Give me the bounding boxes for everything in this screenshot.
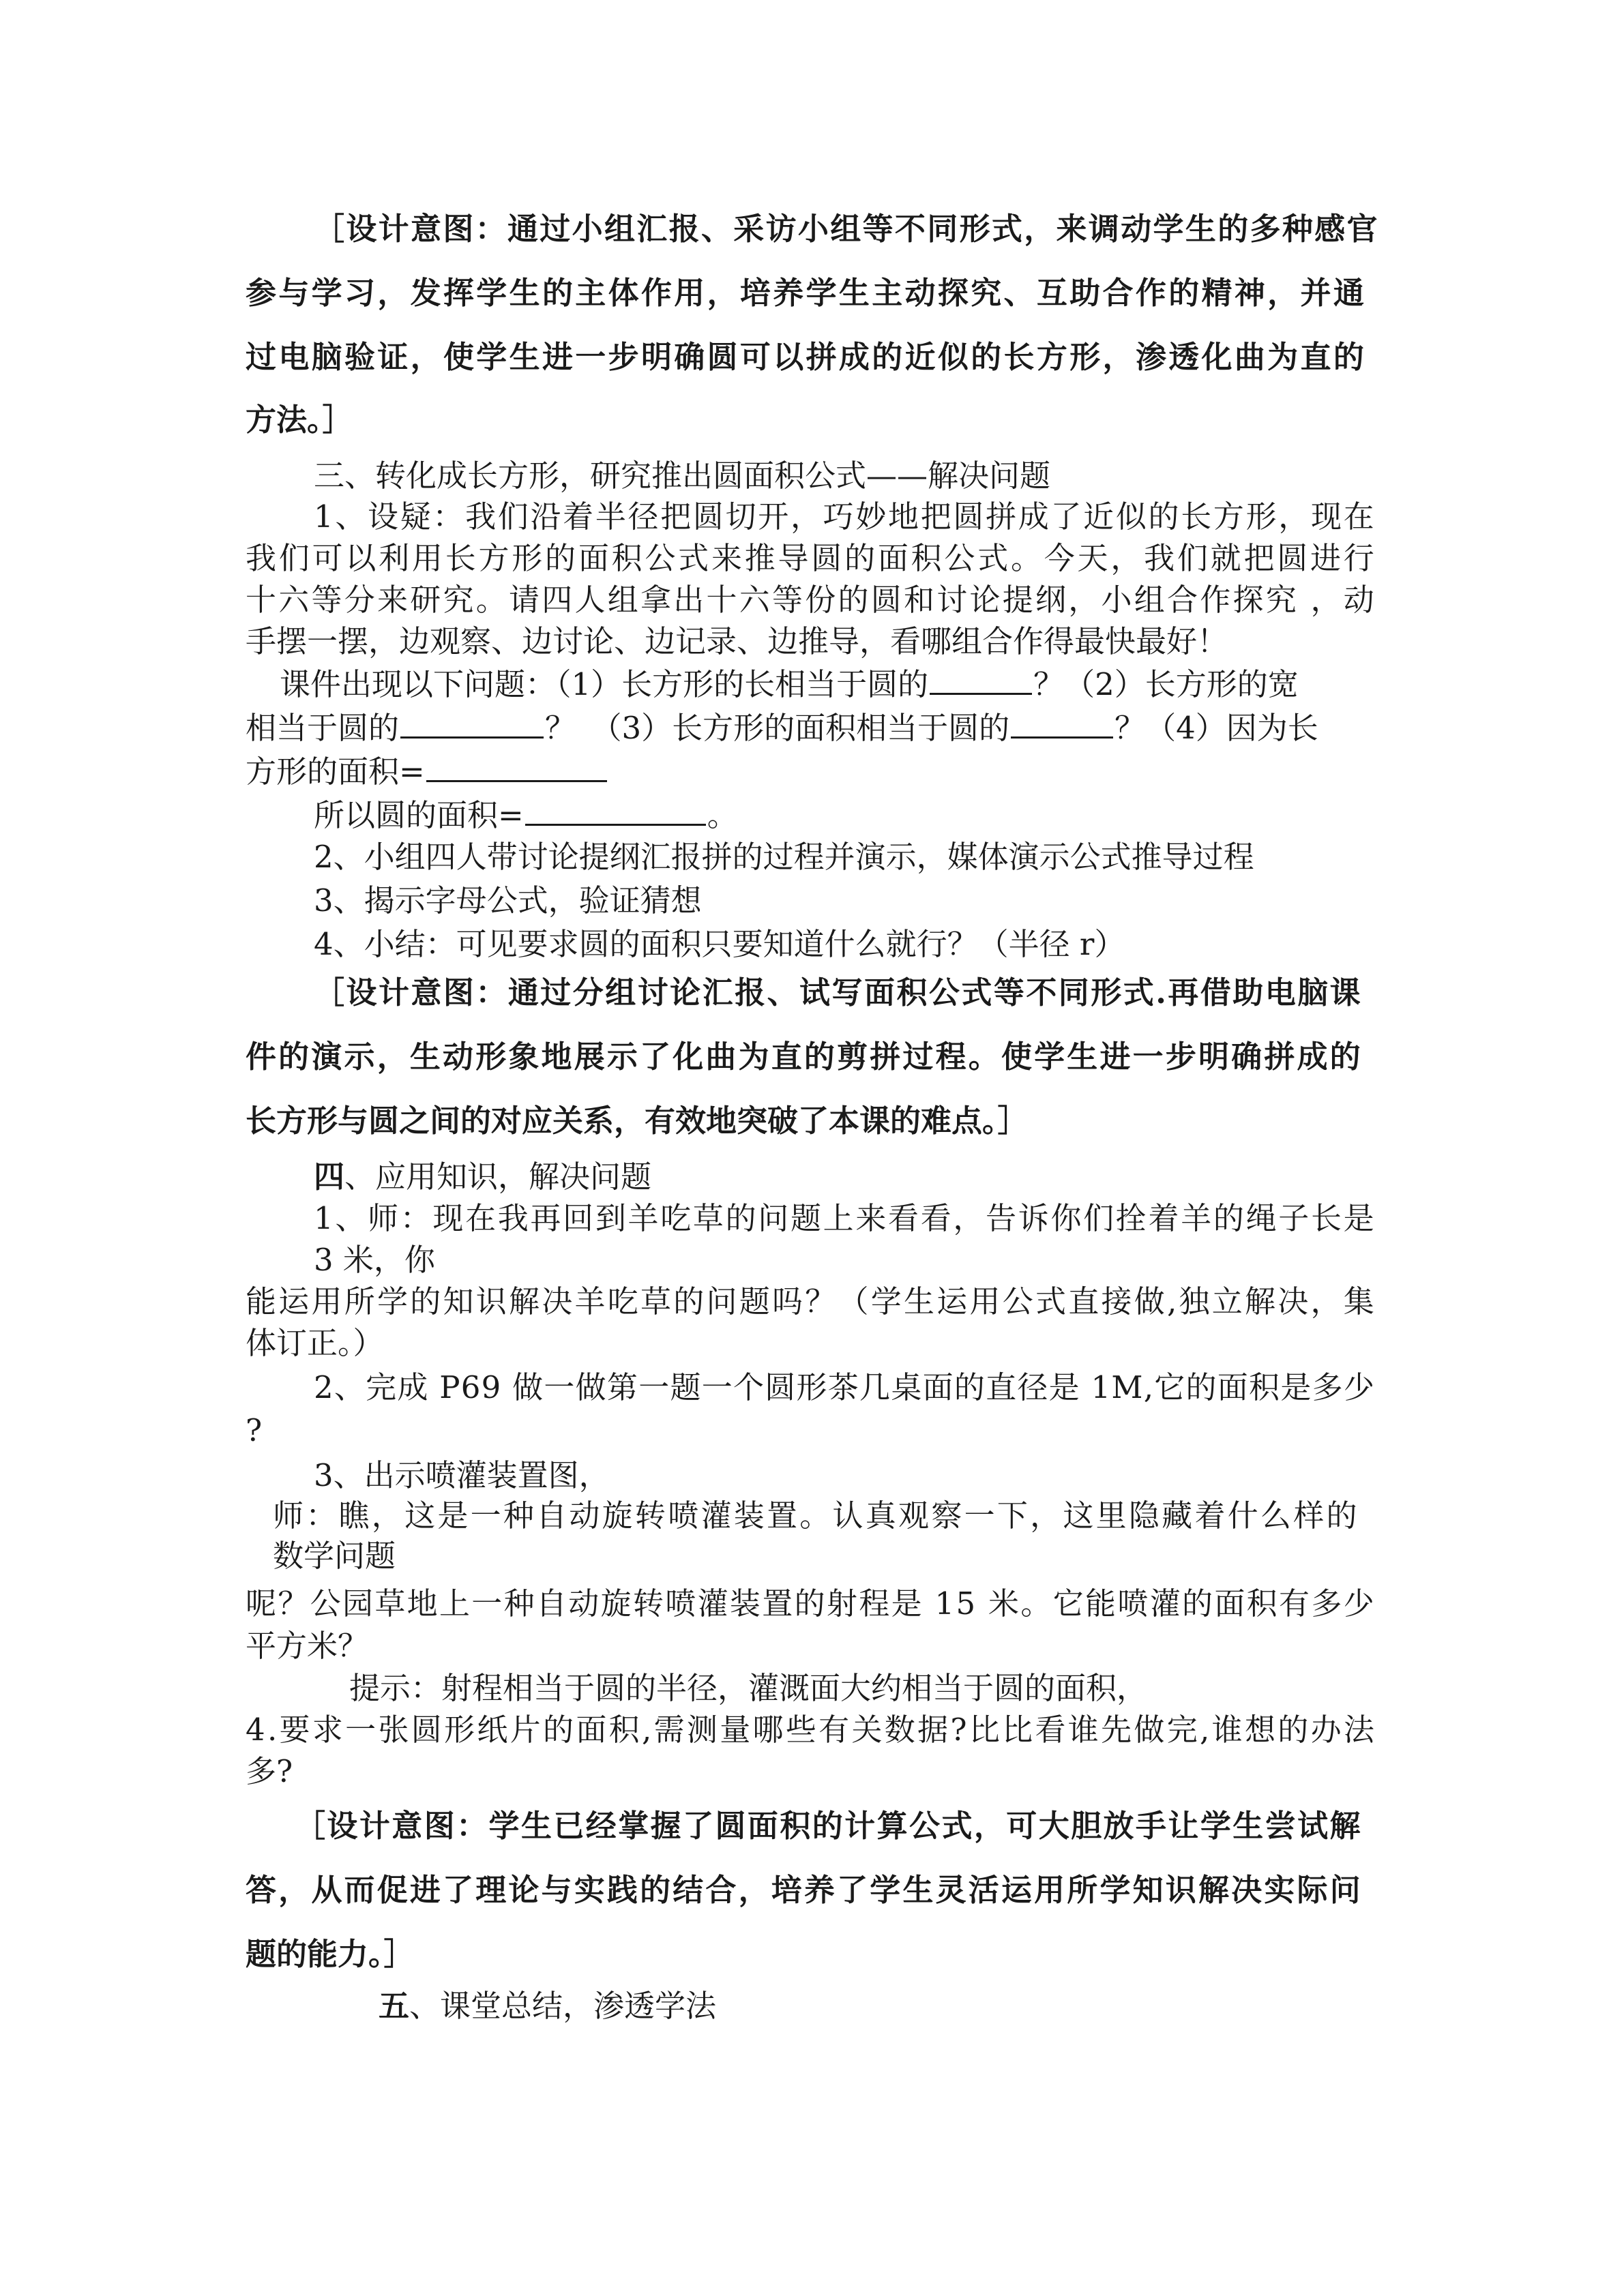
question-line-2 <box>246 706 1318 749</box>
design-intent-2-line-1: ［ 设 计 意 图 ： 通 过 分 组 讨 论 汇 报 、 试 写 面 积 公 式 等 不 同 形 式 . 再 借 助 电 脑 课 <box>314 974 1361 1011</box>
question-2-text: ？（2）长方形的宽 <box>1033 666 1299 702</box>
question-1-text: 课件出现以下问题：（1）长方形的长相当于圆的 <box>280 666 929 702</box>
rect-area-text: 方形的面积= <box>246 754 425 790</box>
section-four-line-7: 3、出示喷灌装置图， <box>314 1457 610 1493</box>
section-four-line-13: 4 . 要 求 一 张 圆 形 纸 片 的 面 积 , 需 测 量 哪 些 有 关 数 据 ? 比 比 看 谁 先 做 完 , 谁 想 的 办 法 <box>246 1712 1374 1748</box>
question-2-cont-text: 相当于圆的 <box>246 710 400 746</box>
section-four-title: 、应用知识，解决问题 <box>344 1159 652 1195</box>
circle-area-text: 所以圆的面积= <box>314 797 524 833</box>
question-4-text: ？（4）因为长 <box>1114 710 1318 746</box>
question-line-3 <box>246 750 608 792</box>
section-five-heading <box>379 1986 716 2027</box>
design-intent-1-line-1: ［ 设 计 意 图 ： 通 过 小 组 汇 报 、 采 访 小 组 等 不 同 形 式 ， 来 调 动 学 生 的 多 种 感 官 <box>314 211 1378 247</box>
section-four-line-8: 师 ： 瞧 ， 这 是 一 种 自 动 旋 转 喷 灌 装 置 。 认 真 观 察 一 下 ， 这 里 隐 藏 着 什 么 样 的 <box>273 1497 1357 1534</box>
section-three-heading: 三、转化成长方形，研究推出圆面积公式——解决问题 <box>314 458 1051 494</box>
section-four-line-3: 能 运 用 所 学 的 知 识 解 决 羊 吃 草 的 问 题 吗 ？ （ 学 生 运 用 公 式 直 接 做 , 独 立 解 决 ， 集 <box>246 1283 1374 1320</box>
section-three-item-2: 2、小组四人带讨论提纲汇报拼的过程并演示，媒体演示公式推导过程 <box>314 839 1254 875</box>
question-line-1 <box>280 663 1299 705</box>
section-four-line-4: 体订正。） <box>246 1325 384 1361</box>
section-four-line-14: 多? <box>246 1753 293 1789</box>
section-four-heading <box>314 1157 651 1197</box>
section-four-line-11: 平方米？ <box>246 1628 369 1664</box>
design-intent-1-line-4: 方法。］ <box>246 402 353 438</box>
section-four-line-2: 3 米，你 <box>314 1242 435 1278</box>
section-three-p1-line-2: 我 们 可 以 利 用 长 方 形 的 面 积 公 式 来 推 导 圆 的 面 积 公 式 。 今 天 ， 我 们 就 把 圆 进 行 <box>246 540 1374 576</box>
design-intent-3-line-1: ［ 设 计 意 图 ： 学 生 已 经 掌 握 了 圆 面 积 的 计 算 公 式 ， 可 大 胆 放 手 让 学 生 尝 试 解 <box>295 1808 1361 1844</box>
answer-blank-4 <box>426 750 607 782</box>
section-five-number: 五 <box>379 1988 410 2024</box>
question-3-text: ？ （3）长方形的面积相当于圆的 <box>545 710 1010 746</box>
design-intent-3-line-3: 题的能力。］ <box>246 1936 415 1972</box>
answer-blank-1 <box>930 663 1032 695</box>
section-four-line-6: ? <box>246 1412 263 1448</box>
design-intent-1-line-2: 参 与 学 习 ， 发 挥 学 生 的 主 体 作 用 ， 培 养 学 生 主 动 探 究 、 互 助 合 作 的 精 神 ， 并 通 <box>246 275 1364 311</box>
section-five-title: 、课堂总结，渗透学法 <box>409 1988 717 2024</box>
design-intent-2-line-2: 件 的 演 示 ， 生 动 形 象 地 展 示 了 化 曲 为 直 的 剪 拼 过 程 。 使 学 生 进 一 步 明 确 拼 成 的 <box>246 1039 1361 1075</box>
design-intent-1-line-3: 过 电 脑 验 证 ， 使 学 生 进 一 步 明 确 圆 可 以 拼 成 的 近 似 的 长 方 形 ， 渗 透 化 曲 为 直 的 <box>246 339 1364 375</box>
section-three-p1-line-4: 手摆一摆，边观察、边讨论、边记录、边推导，看哪组合作得最快最好！ <box>246 623 1228 659</box>
question-line-4 <box>314 794 738 836</box>
answer-blank-5 <box>525 794 706 826</box>
section-three-item-3: 3、揭示字母公式，验证猜想 <box>314 882 702 919</box>
section-four-number: 四 <box>314 1159 345 1195</box>
section-four-line-1: 1 、 师 ： 现 在 我 再 回 到 羊 吃 草 的 问 题 上 来 看 看 ， 告 诉 你 们 拴 着 羊 的 绳 子 长 是 <box>314 1200 1374 1236</box>
section-four-line-10: 呢 ？ 公 园 草 地 上 一 种 自 动 旋 转 喷 灌 装 置 的 射 程 是 1 5 米 。 它 能 喷 灌 的 面 积 有 多 少 <box>246 1585 1374 1622</box>
circle-area-end: 。 <box>707 797 738 833</box>
design-intent-3-line-2: 答 ， 从 而 促 进 了 理 论 与 实 践 的 结 合 ， 培 养 了 学 生 灵 活 运 用 所 学 知 识 解 决 实 际 问 <box>246 1872 1361 1908</box>
section-four-line-5: 2 、 完 成 P 6 9 做 一 做 第 一 题 一 个 圆 形 茶 几 桌 面 的 直 径 是 1 M , 它 的 面 积 是 多 少 <box>314 1369 1374 1405</box>
section-three-p1-line-1: 1 、 设 疑 ： 我 们 沿 着 半 径 把 圆 切 开 ， 巧 妙 地 把 圆 拼 成 了 近 似 的 长 方 形 ， 现 在 <box>314 498 1374 535</box>
section-four-line-9: 数学问题 <box>273 1538 396 1574</box>
answer-blank-2 <box>400 706 544 739</box>
section-three-p1-line-3: 十 六 等 分 来 研 究 。 请 四 人 组 拿 出 十 六 等 份 的 圆 和 讨 论 提 纲 ， 小 组 合 作 探 究 ， 动 <box>246 582 1374 618</box>
answer-blank-3 <box>1011 706 1113 739</box>
section-four-hint: 提示：射程相当于圆的半径，灌溉面大约相当于圆的面积， <box>349 1670 1148 1706</box>
section-three-item-4: 4、小结：可见要求圆的面积只要知道什么就行？（半径 r） <box>314 926 1125 962</box>
design-intent-2-line-3: 长方形与圆之间的对应关系，有效地突破了本课的难点。］ <box>246 1103 1029 1139</box>
